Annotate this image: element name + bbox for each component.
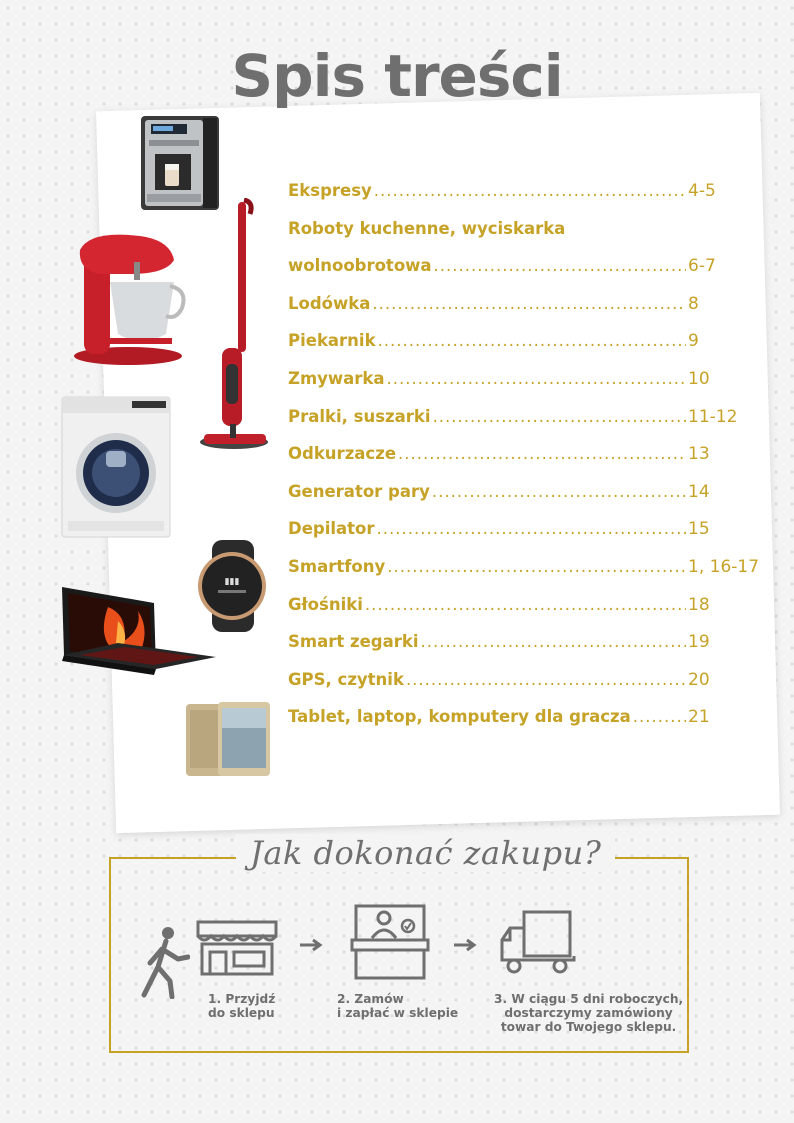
how-to-buy-title: Jak dokonać zakupu? [236,834,615,872]
toc-item[interactable]: Piekarnik ..... 9 [288,322,758,360]
toc-item[interactable]: Lodówka ..... 8 [288,285,758,323]
walking-person-icon [138,925,190,999]
arrow-right-icon [452,938,478,952]
toc-item[interactable]: wolnoobrotowa ..... 6-7 [288,247,758,285]
toc-item[interactable]: Odkurzacze ..... 13 [288,435,758,473]
washing-machine-image [60,395,172,541]
step-3-line: dostarczymy zamówiony [504,1006,673,1020]
toc-item[interactable]: Ekspresy ..... 4-5 [288,172,758,210]
step-2-line: i zapłać w sklepie [337,1006,459,1020]
toc-item[interactable]: GPS, czytnik ..... 20 [288,661,758,699]
step-2-text [337,992,458,1020]
step-1-line: 1. Przyjdź [208,992,276,1006]
toc-item[interactable]: Głośniki ..... 18 [288,586,758,624]
svg-text:▮▮▮: ▮▮▮ [224,577,240,587]
toc-item[interactable]: Smart zegarki ..... 19 [288,623,758,661]
gaming-laptop-image [58,585,218,709]
step-2-line: 2. Zamów [337,992,404,1006]
delivery-truck-icon [500,910,578,976]
step-3-line: towar do Twojego sklepu. [500,1020,677,1034]
cashier-desk-icon [350,904,430,980]
kitchen-mixer-image [70,230,192,365]
toc-item[interactable]: Roboty kuchenne, wyciskarka [288,218,566,238]
step-3-text [494,992,683,1034]
store-icon [194,920,280,976]
step-1-text [208,992,275,1020]
tablet-image [184,700,272,778]
toc-item[interactable]: Pralki, suszarki ..... 11-12 [288,398,758,436]
step-1-line: do sklepu [208,1006,275,1020]
stick-vacuum-image [200,198,270,454]
step-3-line: 3. W ciągu 5 dni roboczych, [494,992,684,1006]
toc-item[interactable]: Depilator ..... 15 [288,510,758,548]
toc-item[interactable]: Zmywarka ..... 10 [288,360,758,398]
toc-item[interactable]: Generator pary ..... 14 [288,473,758,511]
toc-item[interactable]: Smartfony ..... 1, 16-17 [288,548,758,586]
arrow-right-icon [298,938,324,952]
table-of-contents [288,172,758,736]
page-title: Spis treści [231,42,563,110]
toc-item[interactable]: Tablet, laptop, komputery dla gracza ..... 21 [288,698,758,736]
